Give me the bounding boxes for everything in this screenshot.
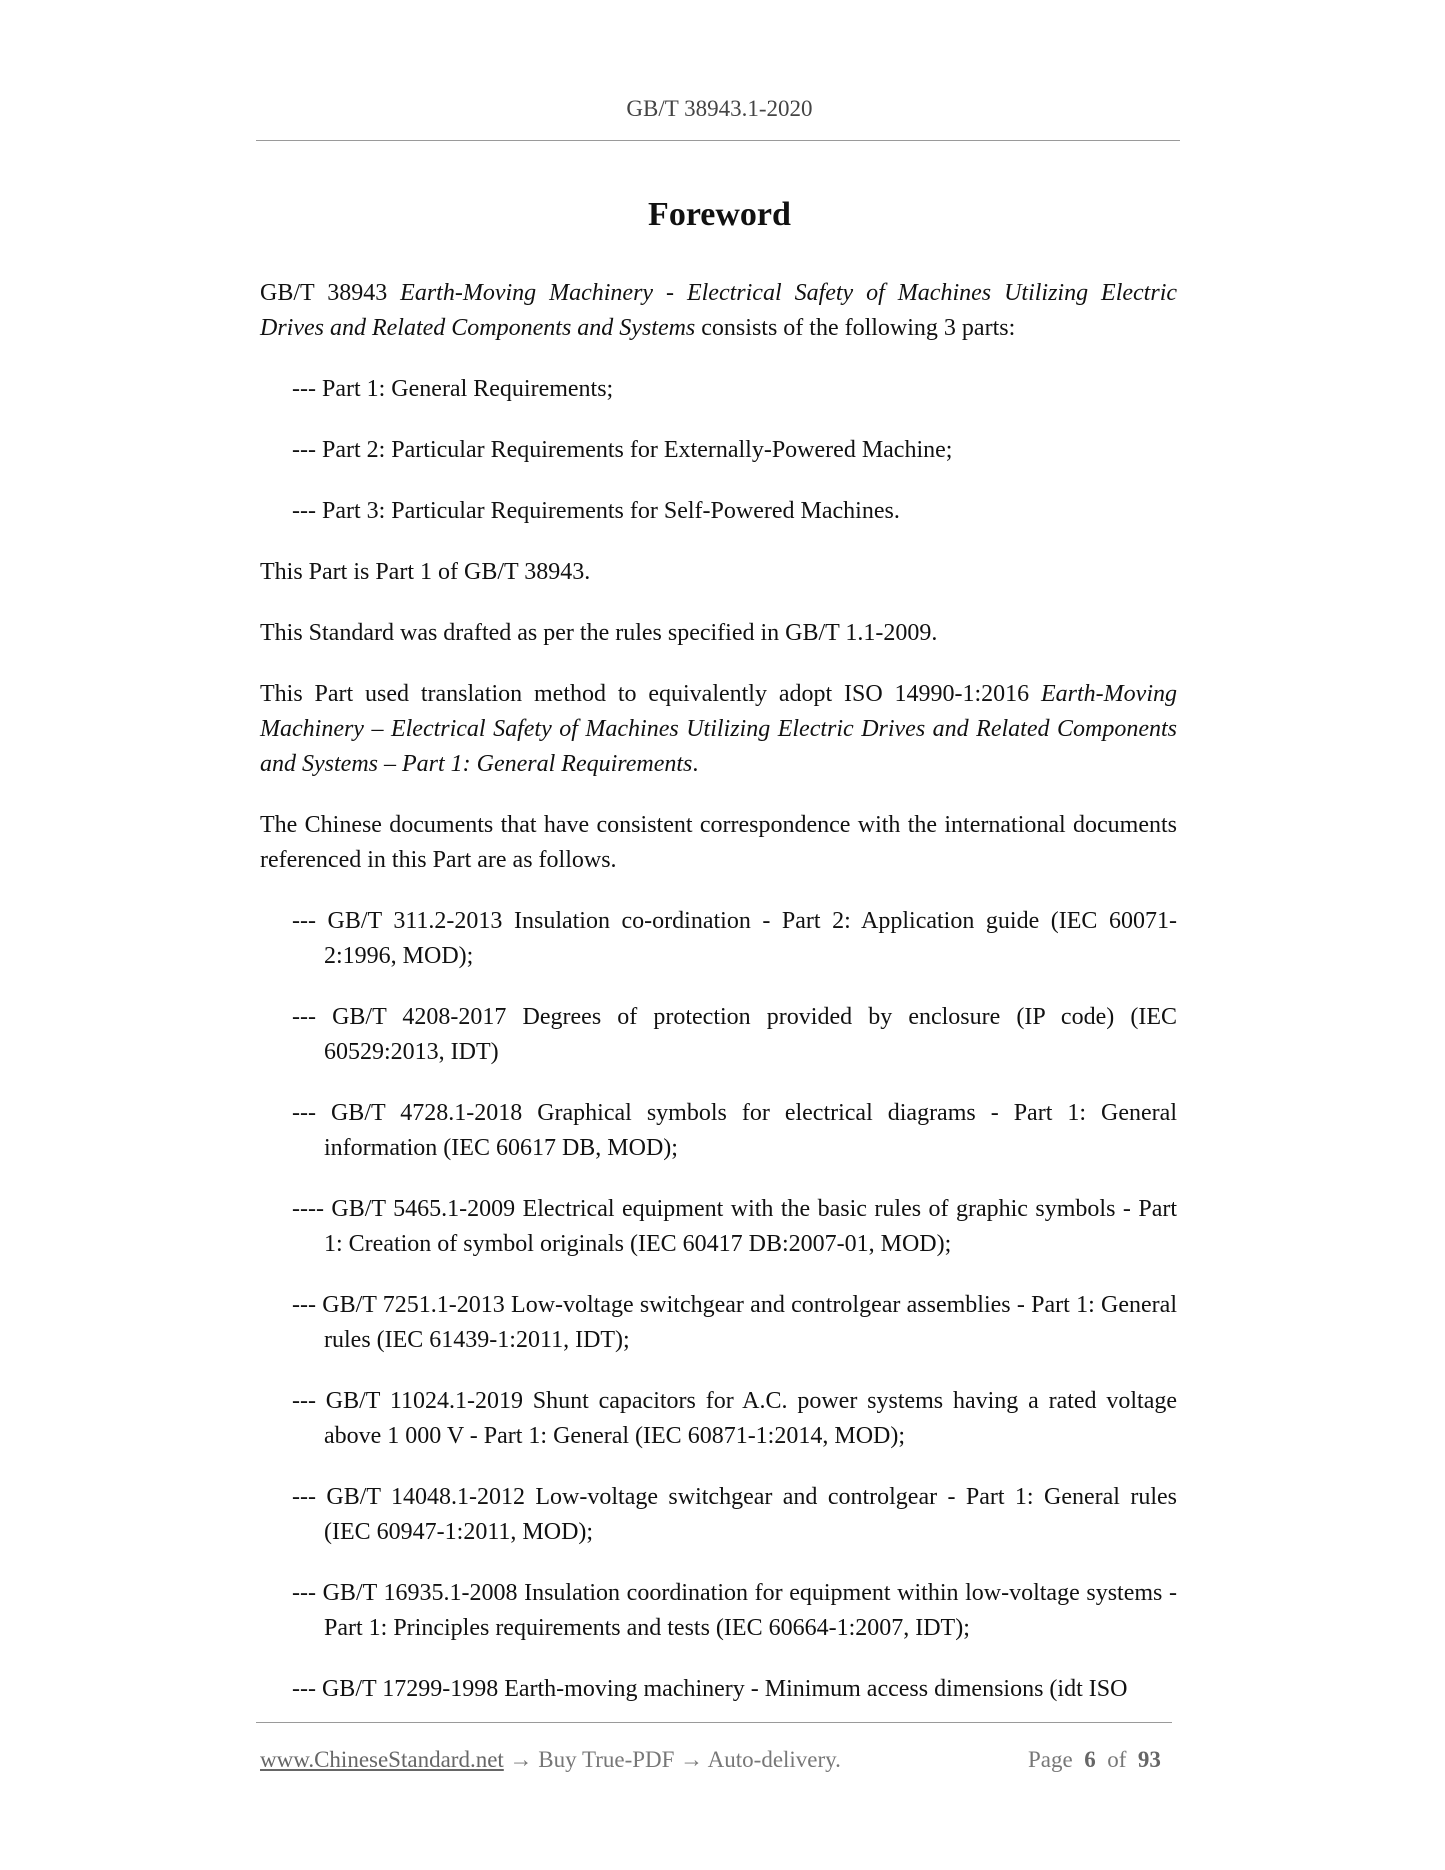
part-item-2: --- Part 2: Particular Requirements for Externally-Powered Machine; [292,437,953,463]
reference-item-1: --- GB/T 311.2-2013 Insulation co-ordination - Part 2: Application guide (IEC 60071-2:1996, MOD); [292,908,1177,969]
footer-promo [260,1745,841,1775]
adoption-text-b: . [692,751,699,777]
drafting-statement: This Standard was drafted as per the rules specified in GB/T 1.1-2009. [260,620,938,646]
page-label: Page [1028,1747,1073,1772]
page-number-indicator [1028,1745,1161,1775]
of-label: of [1107,1747,1127,1772]
total-page-count: 93 [1137,1747,1161,1772]
adoption-paragraph [260,677,1177,782]
intro-standard-title: Earth-Moving Machinery - Electrical Safety of Machines Utilizing Electric Drives and Related Components and Systems [260,280,1178,341]
document-body [260,276,1177,1733]
adoption-iso-title: Earth-Moving Machinery – Electrical Safety of Machines Utilizing Electric Drives and Related Components and Systems – Part 1: General Requirements [260,681,1177,777]
intro-text-a: GB/T 38943 [260,280,401,306]
part-item-3: --- Part 3: Particular Requirements for Self-Powered Machines. [292,498,900,524]
reference-item-5: --- GB/T 7251.1-2013 Low-voltage switchgear and controlgear assemblies - Part 1: General rules (IEC 61439-1:2011, IDT); [292,1292,1177,1353]
page-header-doc-id: GB/T 38943.1-2020 [626,96,813,121]
header-divider [256,140,1180,141]
page-title: Foreword [648,196,791,233]
reference-item-9: --- GB/T 17299-1998 Earth-moving machinery - Minimum access dimensions (idt ISO [292,1676,1128,1702]
adoption-text-a: This Part used translation method to equivalently adopt ISO 14990-1:2016 [260,681,1042,707]
current-page-number: 6 [1084,1747,1096,1772]
part-item-1: --- Part 1: General Requirements; [292,376,614,402]
intro-text-b: consists of the following 3 parts: [695,315,1016,341]
reference-item-6: --- GB/T 11024.1-2019 Shunt capacitors for A.C. power systems having a rated voltage above 1 000 V - Part 1: General (IEC 60871-1:2014, MOD); [292,1388,1177,1449]
reference-item-4: ---- GB/T 5465.1-2009 Electrical equipment with the basic rules of graphic symbols - Part 1: Creation of symbol originals (IEC 60417 DB:2007-01, MOD); [292,1196,1177,1257]
reference-item-2: --- GB/T 4208-2017 Degrees of protection provided by enclosure (IP code) (IEC 60529:2013, IDT) [292,1004,1177,1065]
reference-item-3: --- GB/T 4728.1-2018 Graphical symbols for electrical diagrams - Part 1: General information (IEC 60617 DB, MOD); [292,1100,1177,1161]
part-statement: This Part is Part 1 of GB/T 38943. [260,559,591,585]
footer-tagline: → Buy True-PDF → Auto-delivery. [503,1747,841,1772]
reference-item-8: --- GB/T 16935.1-2008 Insulation coordination for equipment within low-voltage systems - Part 1: Principles requirements and tests (IEC 60664-1:2007, IDT); [292,1580,1177,1641]
intro-paragraph [260,276,1177,346]
reference-item-7: --- GB/T 14048.1-2012 Low-voltage switchgear and controlgear - Part 1: General rules (IEC 60947-1:2011, MOD); [292,1484,1177,1545]
site-link[interactable]: www.ChineseStandard.net [260,1747,504,1772]
correspondence-paragraph: The Chinese documents that have consistent correspondence with the international documents referenced in this Part are as follows. [260,812,1177,873]
footer-divider [256,1722,1172,1723]
